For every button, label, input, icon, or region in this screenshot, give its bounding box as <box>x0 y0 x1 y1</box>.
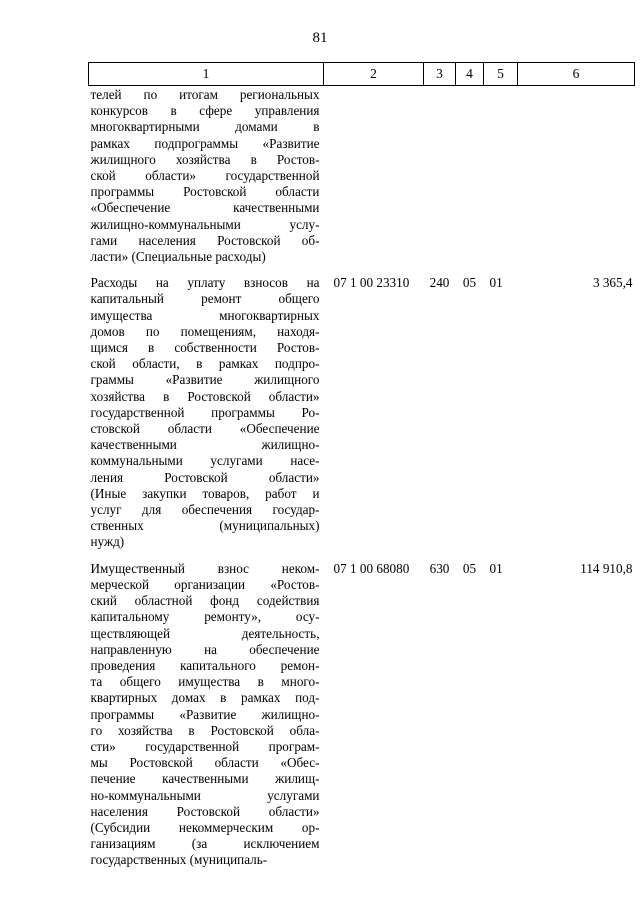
description-line: домов по помещениям, находя- <box>90 323 320 339</box>
target-code <box>324 86 424 272</box>
target-code: 07 1 00 23310 <box>333 275 410 291</box>
amount: 114 910,8 <box>580 560 633 576</box>
description-line: капитальному ремонту», осу- <box>90 609 320 625</box>
target-code: 07 1 00 68080 <box>333 560 410 576</box>
expense-type: 630 <box>429 560 450 576</box>
description-line: ской области» государственной <box>90 168 320 184</box>
description-line: направленную на обеспечение <box>90 641 320 657</box>
header-row <box>89 63 635 86</box>
description-line: стовской области «Обеспечение <box>90 421 320 437</box>
table-row <box>89 557 635 875</box>
row-description <box>89 557 324 875</box>
description-line: ганизациям (за исключением <box>90 836 320 852</box>
description-line: Расходы на уплату взносов на <box>90 275 320 291</box>
description-line: ласти» (Специальные расходы) <box>90 249 266 265</box>
section-code: 05 <box>462 275 477 291</box>
description-line: ления Ростовской области» <box>90 469 320 485</box>
budget-table <box>88 62 635 875</box>
column-header-6: 6 <box>518 63 635 86</box>
description-line: ской области, в рамках подпро- <box>90 356 320 372</box>
description-line: проведения капитального ремон- <box>90 657 320 673</box>
column-header-2: 2 <box>324 63 424 86</box>
table-row <box>89 86 635 272</box>
description-line: (Иные закупки товаров, работ и <box>90 485 320 501</box>
amount <box>518 86 635 272</box>
section-code: 05 <box>462 560 477 576</box>
description-line: печение качественными жилищ- <box>90 771 320 787</box>
expense-type: 240 <box>429 275 450 291</box>
description-line: та общего имущества в много- <box>90 674 320 690</box>
section-code <box>456 86 484 272</box>
description-line: (Субсидии некоммерческим ор- <box>90 819 320 835</box>
description-line: квартирных домах в рамках под- <box>90 690 320 706</box>
description-line: нужд) <box>90 534 125 550</box>
column-header-3: 3 <box>424 63 456 86</box>
description-line: имущества многоквартирных <box>90 307 320 323</box>
table-row <box>89 271 635 556</box>
table-body <box>89 86 635 875</box>
description-line: населения Ростовской области» <box>90 803 320 819</box>
amount: 3 365,4 <box>592 275 633 291</box>
description-line: Имущественный взнос неком- <box>90 560 320 576</box>
description-line: телей по итогам региональных <box>90 87 320 102</box>
column-header-1: 1 <box>89 63 324 86</box>
description-line: рамках подпрограммы «Развитие <box>90 135 320 151</box>
description-line: услуг для обеспечения государ- <box>90 502 320 518</box>
description-line: капитальный ремонт общего <box>90 291 320 307</box>
description-line: хозяйства в Ростовской области» <box>90 388 320 404</box>
description-line: «Обеспечение качественными <box>90 200 320 216</box>
description-line: программы «Развитие жилищно- <box>90 706 320 722</box>
description-line: но-коммунальными услугами <box>90 787 320 803</box>
description-line: государственных (муниципаль- <box>90 852 268 868</box>
description-line: многоквартирными домами в <box>90 119 320 135</box>
description-line: го хозяйства в Ростовской обла- <box>90 722 320 738</box>
expense-type <box>424 86 456 272</box>
page-number: 81 <box>312 30 328 46</box>
row-description <box>89 86 324 272</box>
description-line: сти» государственной програм- <box>90 738 320 754</box>
description-line: мерческой организации «Ростов- <box>90 576 320 592</box>
description-line: ственных (муниципальных) <box>90 518 320 534</box>
description-line: коммунальными услугами насе- <box>90 453 320 469</box>
table-header <box>89 63 635 86</box>
description-line: качественными жилищно- <box>90 437 320 453</box>
column-header-4: 4 <box>456 63 484 86</box>
description-line: ский областной фонд содействия <box>90 593 320 609</box>
description-line: жилищно-коммунальными услу- <box>90 216 320 232</box>
description-line: гами населения Ростовской об- <box>90 232 320 248</box>
description-line: конкурсов в сфере управления <box>90 103 320 119</box>
subsection-code: 01 <box>489 275 503 291</box>
description-line: мы Ростовской области «Обес- <box>90 755 320 771</box>
column-header-5: 5 <box>484 63 518 86</box>
description-line: государственной программы Ро- <box>90 404 320 420</box>
description-line: жилищного хозяйства в Ростов- <box>90 151 320 167</box>
description-line: программы Ростовской области <box>90 184 320 200</box>
description-line: ществляющей деятельность, <box>90 625 320 641</box>
description-line: граммы «Развитие жилищного <box>90 372 320 388</box>
subsection-code <box>484 86 518 272</box>
subsection-code: 01 <box>489 560 503 576</box>
row-description <box>89 271 324 556</box>
description-line: щимся в собственности Ростов- <box>90 340 320 356</box>
